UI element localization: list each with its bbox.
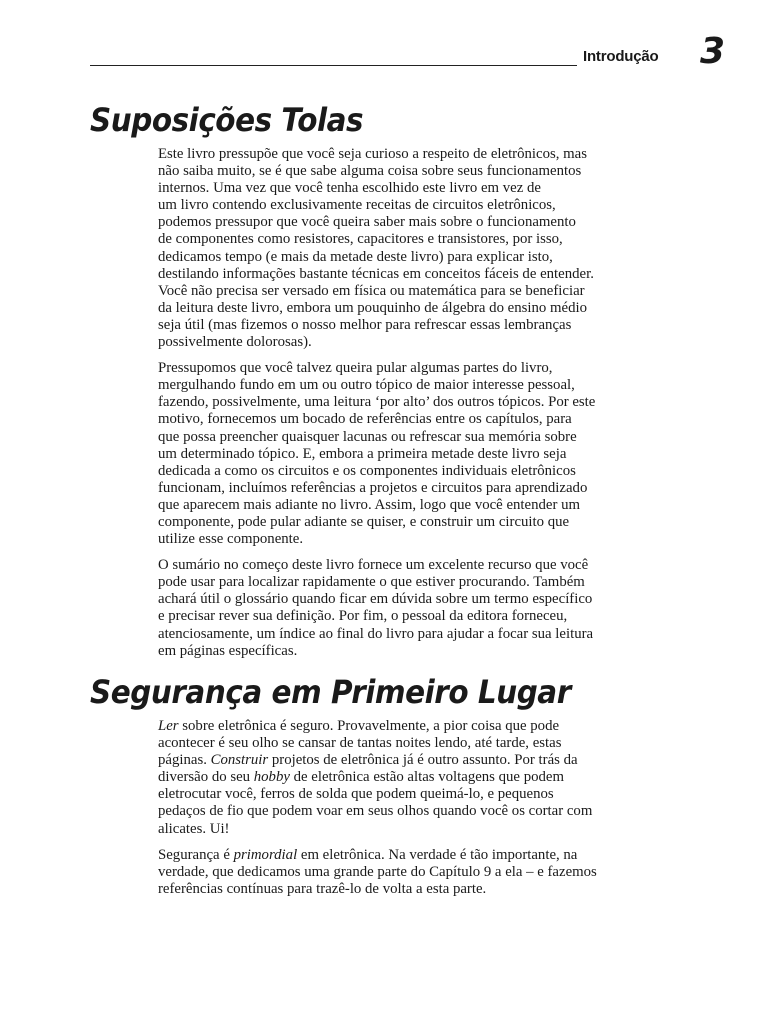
paragraph-text: Segurança é (158, 846, 234, 863)
section-body-seguranca (158, 718, 678, 907)
section-title-seguranca: Segurança em Primeiro Lugar (90, 673, 571, 711)
paragraph: O sumário no começo deste livro fornece um excelente recurso que você pode usar para localizar rapidamente o que estiver procurando. Também achará útil o glossário quando ficar em dúvida sobre um termo específico e precisar rever sua definição. Por fim, o pessoal da editora forneceu, atenciosamente, um índice ao final do livro para ajudar a focar sua leitura em páginas específicas. (158, 557, 594, 659)
paragraph-text: de eletrônica estão altas voltagens que podem eletrocutar você, ferros de solda que podem queimá-lo, e pequenos pedaços de fio que podem voar em seus olhos quando você os cortar com alicates. Ui! (158, 769, 593, 837)
section-title-suposicoes: Suposições Tolas (90, 101, 364, 139)
running-header: Introdução (583, 48, 659, 65)
paragraph (158, 847, 678, 898)
paragraph: Este livro pressupõe que você seja curioso a respeito de eletrônicos, mas não saiba muito, se é que sabe alguma coisa sobre seus funcionamentos internos. Uma vez que você tenha escolhido este livro em vez de um livro contendo exclusivamente receitas de circuitos eletrônicos, podemos pressupor que você queira saber mais sobre o funcionamento de componentes como resistores, capacitores e transistores, por isso, dedicamos tempo (e mais da metade deste livro) para explicar isto, destilando informações bastante técnicas em conceitos fáceis de entender. Você não precisa ser versado em física ou matemática para se beneficiar da leitura deste livro, embora um pouquinho de álgebra do ensino médio seja útil (mas fizemos o nosso melhor para refrescar essas lembranças possivelmente dolorosas). (158, 146, 594, 351)
header-rule (90, 65, 577, 66)
emphasis-text: Construir (210, 752, 269, 769)
emphasis-text: hobby (253, 769, 290, 786)
emphasis-text: primordial (233, 846, 298, 863)
paragraph (158, 718, 678, 838)
paragraph-text: em eletrônica. Na verdade é tão importante, na verdade, que dedicamos uma grande parte do Capítulo 9 a ela – e fazemos referências contínuas para trazê-lo de volta a esta parte. (158, 846, 597, 897)
page-number: 3 (700, 31, 726, 72)
emphasis-text: Ler (158, 718, 179, 734)
paragraph-text: projetos de eletrônica já é outro assunto. Por trás da diversão do seu (158, 752, 578, 786)
section-body-suposicoes (158, 146, 678, 669)
paragraph-text: sobre eletrônica é seguro. Provavelmente, a pior coisa que pode acontecer é seu olho se cansar de tantas noites lendo, até tarde, estas páginas. (158, 718, 562, 769)
paragraph: Pressupomos que você talvez queira pular algumas partes do livro, mergulhando fundo em um ou outro tópico de maior interesse pessoal, fazendo, possivelmente, uma leitura ‘por alto’ dos outros tópicos. Por este motivo, fornecemos um bocado de referências entre os capítulos, para que possa preencher quaisquer lacunas ou refrescar sua memória sobre um determinado tópico. E, embora a primeira metade deste livro seja dedicada a como os circuitos e os componentes individuais eletrônicos funcionam, incluímos referências a projetos e circuitos para aprendizado que aparecem mais adiante no livro. Assim, logo que você entender um componente, pode pular adiante se quiser, e construir um circuito que utilize esse componente. (158, 360, 596, 548)
